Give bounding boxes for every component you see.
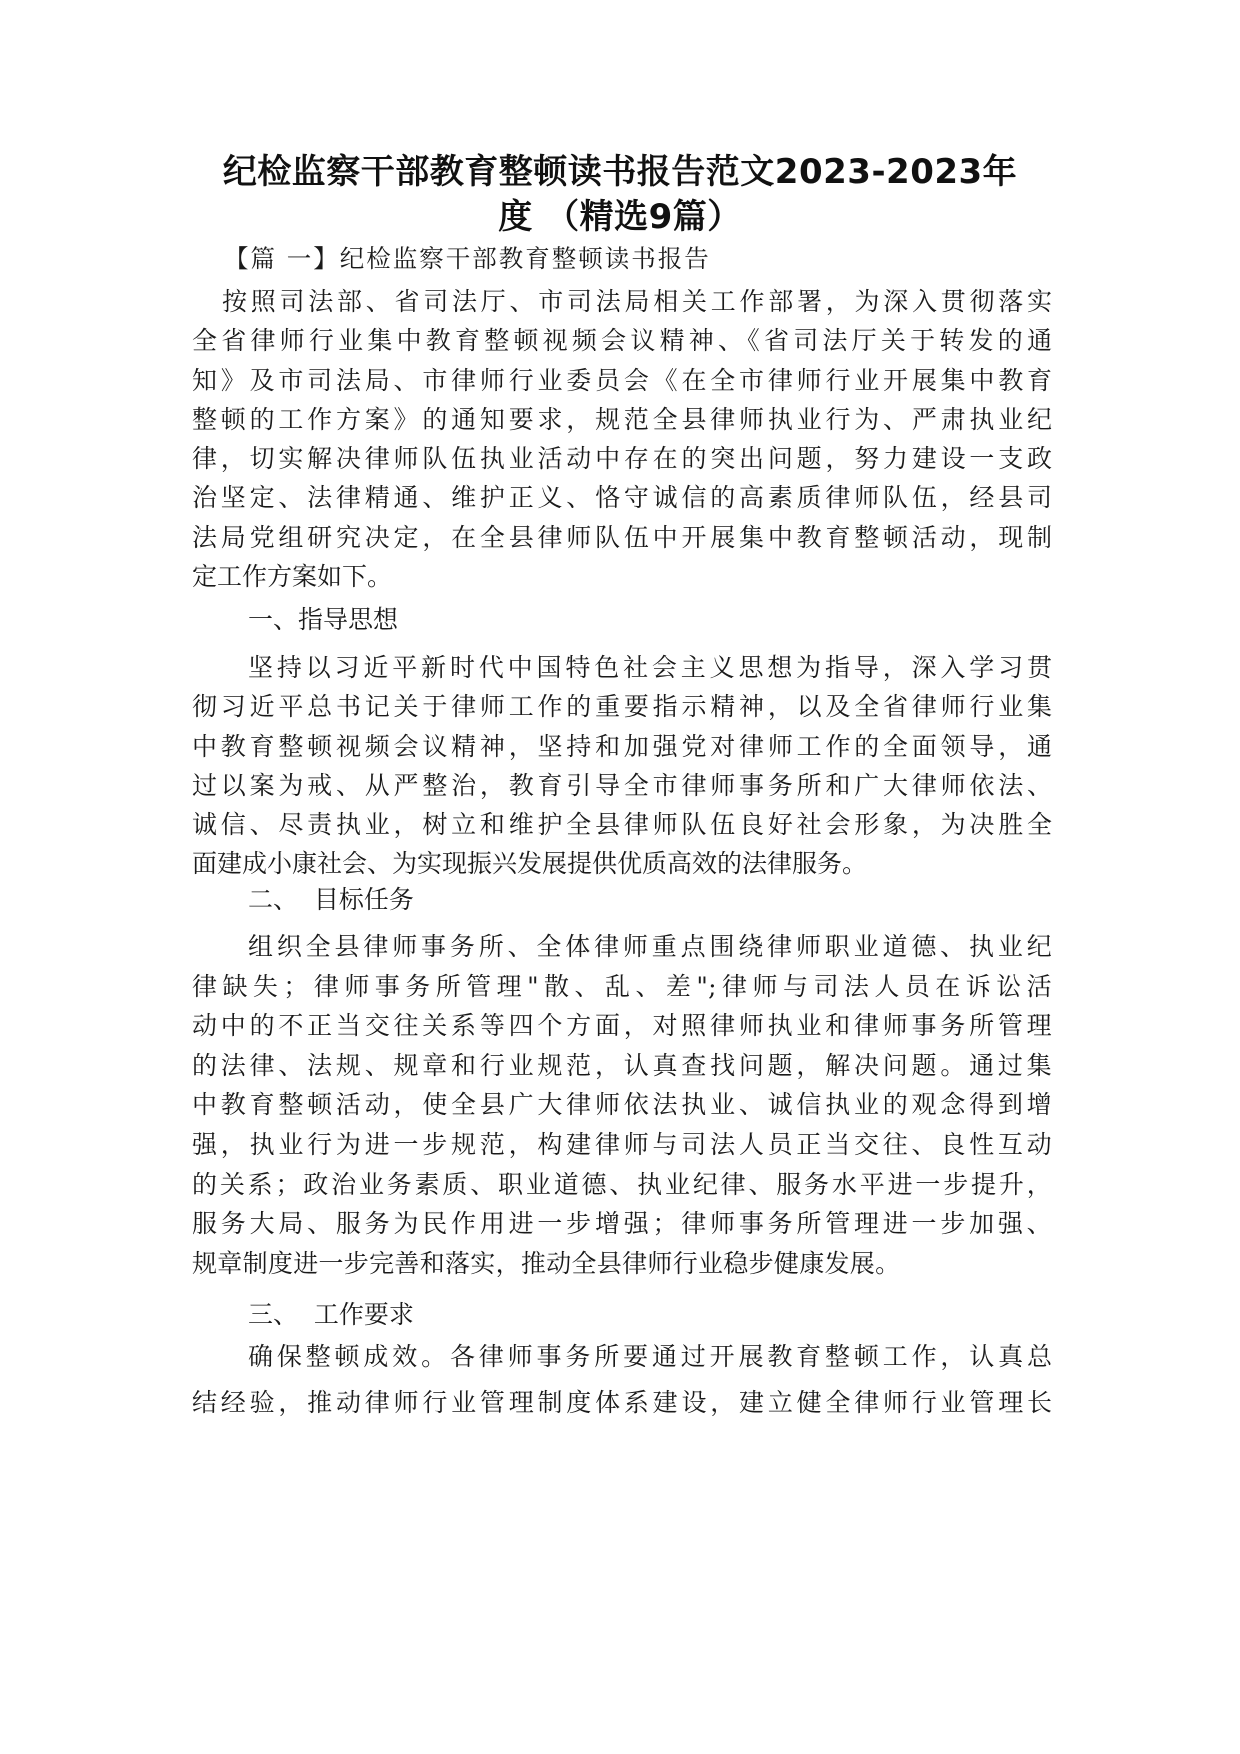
paragraph-line: 中教育整顿活动，使全县广大律师依法执业、诚信执业的观念得到增 bbox=[192, 1090, 1052, 1120]
paragraph-line: 规章制度进一步完善和落实，推动全县律师行业稳步健康发展。 bbox=[192, 1248, 901, 1278]
paragraph-line: 动中的不正当交往关系等四个方面，对照律师执业和律师事务所管理 bbox=[192, 1011, 1052, 1041]
section-heading-goals-tasks: 二、 目标任务 bbox=[248, 885, 414, 914]
article-subtitle: 【篇 一】纪检监察干部教育整顿读书报告 bbox=[224, 244, 711, 273]
section3-paragraph bbox=[192, 1334, 1052, 1426]
paragraph-line: 定工作方案如下。 bbox=[192, 562, 393, 592]
document-title-line-1: 纪检监察干部教育整顿读书报告范文2023-2023年 bbox=[222, 152, 1018, 192]
paragraph-line: 律，切实解决律师队伍执业活动中存在的突出问题，努力建设一支政 bbox=[192, 444, 1052, 474]
paragraph-line: 治坚定、法律精通、维护正义、恪守诚信的高素质律师队伍，经县司 bbox=[192, 483, 1052, 513]
section-heading-guiding-ideology: 一、指导思想 bbox=[248, 605, 399, 634]
paragraph-line: 确保整顿成效。各律师事务所要通过开展教育整顿工作，认真总 bbox=[248, 1342, 1052, 1371]
paragraph-line: 的法律、法规、规章和行业规范，认真查找问题，解决问题。通过集 bbox=[192, 1050, 1052, 1080]
paragraph-line: 律缺失；律师事务所管理"散、乱、差";律师与司法人员在诉讼活 bbox=[192, 971, 1052, 1001]
paragraph-line: 组织全县律师事务所、全体律师重点围绕律师职业道德、执业纪 bbox=[248, 932, 1052, 961]
paragraph-line: 彻习近平总书记关于律师工作的重要指示精神，以及全省律师行业集 bbox=[192, 692, 1052, 722]
section-heading-work-requirements: 三、 工作要求 bbox=[248, 1300, 414, 1329]
section2-paragraph bbox=[192, 927, 1052, 1283]
paragraph-line: 结经验，推动律师行业管理制度体系建设，建立健全律师行业管理长 bbox=[192, 1388, 1052, 1417]
paragraph-line: 面建成小康社会、为实现振兴发展提供优质高效的法律服务。 bbox=[192, 849, 868, 879]
paragraph-line: 过以案为戒、从严整治，教育引导全市律师事务所和广大律师依法、 bbox=[192, 770, 1052, 800]
paragraph-line: 整顿的工作方案》的通知要求，规范全县律师执业行为、严肃执业纪 bbox=[192, 404, 1052, 434]
intro-paragraph bbox=[192, 282, 1052, 596]
paragraph-line: 的关系；政治业务素质、职业道德、执业纪律、服务水平进一步提升， bbox=[192, 1169, 1052, 1199]
paragraph-line: 坚持以习近平新时代中国特色社会主义思想为指导，深入学习贯 bbox=[248, 653, 1052, 682]
paragraph-line: 诚信、尽责执业，树立和维护全县律师队伍良好社会形象，为决胜全 bbox=[192, 810, 1052, 840]
section1-paragraph bbox=[192, 648, 1052, 884]
paragraph-line: 全省律师行业集中教育整顿视频会议精神、《省司法厅关于转发的通 bbox=[192, 326, 1052, 356]
document-title-line-2: 度 （精选9篇） bbox=[498, 197, 742, 237]
paragraph-line: 按照司法部、省司法厅、市司法局相关工作部署，为深入贯彻落实 bbox=[222, 287, 1052, 316]
paragraph-line: 知》及市司法局、市律师行业委员会《在全市律师行业开展集中教育 bbox=[192, 365, 1052, 395]
paragraph-line: 中教育整顿视频会议精神，坚持和加强党对律师工作的全面领导，通 bbox=[192, 731, 1052, 761]
paragraph-line: 服务大局、服务为民作用进一步增强；律师事务所管理进一步加强、 bbox=[192, 1209, 1052, 1239]
document-title bbox=[195, 150, 1045, 240]
paragraph-line: 法局党组研究决定，在全县律师队伍中开展集中教育整顿活动，现制 bbox=[192, 522, 1052, 552]
paragraph-line: 强，执业行为进一步规范，构建律师与司法人员正当交往、良性互动 bbox=[192, 1129, 1052, 1159]
